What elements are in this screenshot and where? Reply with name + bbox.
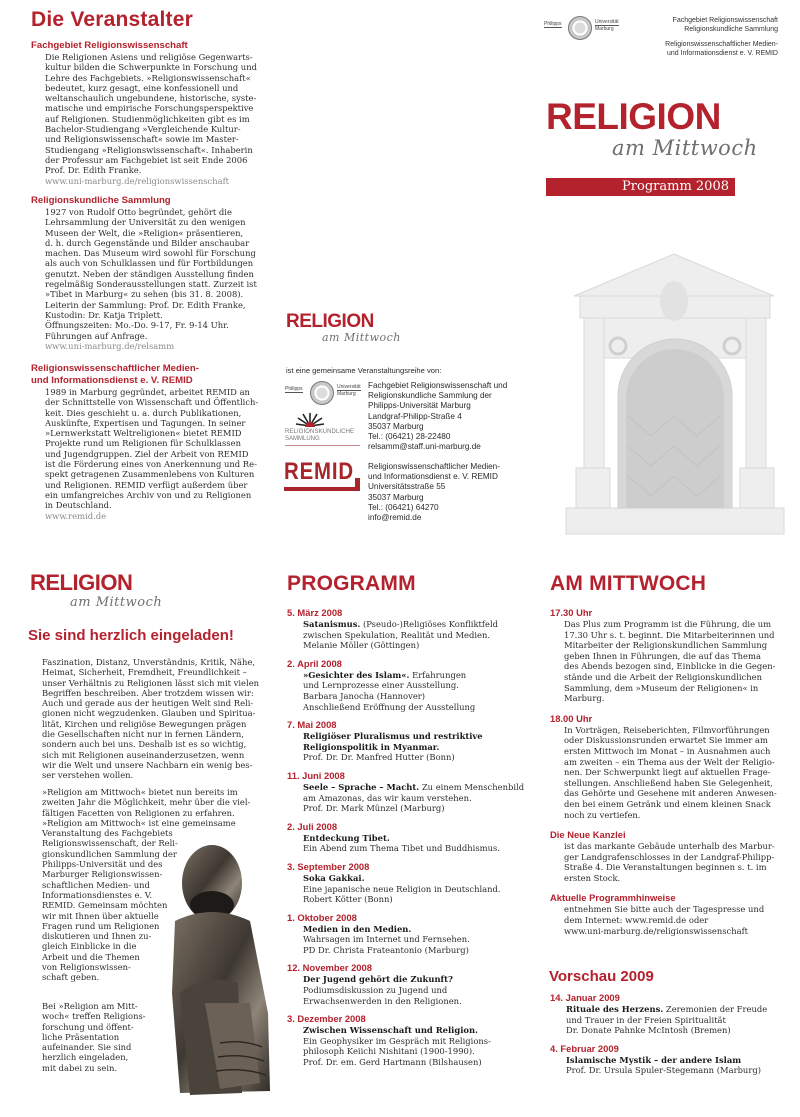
event-title: Medien in den Medien.	[303, 923, 412, 934]
info-section	[550, 713, 795, 820]
text-line: des Abends bezogen sind, Einblicke in die Gegen-	[564, 661, 776, 672]
text-line: Das Plus zum Programm ist die Führung, die um	[564, 619, 772, 629]
text-line: Mitarbeiter der Religionskundlichen Sammlung	[564, 640, 768, 651]
text-line: Sammlung, dem »Museum der Religionen« in	[564, 682, 759, 693]
text-line: Straße 4. Die Veranstaltungen beginnen s. t. im	[564, 862, 767, 873]
religion-logo-text: RELIGION	[286, 311, 374, 332]
text-line: Philipps-Universität und des	[42, 859, 163, 870]
text-line: Projekte rund um Religionen für Schulklassen	[45, 438, 241, 449]
sammlung-logo-text: RELIGIONSKUNDLICHE	[285, 429, 355, 435]
university-seal-icon	[568, 16, 592, 40]
text-line: Prof. Dr. Edith Franke.	[45, 165, 142, 176]
text-line: Die Religionen Asiens und religiöse Gegenwarts-	[45, 52, 253, 62]
text-line: ser verstehen wollen.	[42, 770, 134, 781]
text-line: noch zu vertiefen.	[564, 809, 641, 820]
event-detail: philosoph Keiichi Nishitani (1900-1990).	[303, 1046, 475, 1057]
text-line: Religionskundliche Sammlung der	[368, 391, 492, 401]
text-line: und Jugendgruppen. Ziel der Arbeit von REMID	[45, 448, 249, 459]
sunburst-icon	[295, 412, 325, 428]
org-url-link[interactable]: www.uni-marburg.de/religionswissenschaft	[45, 175, 230, 186]
text-line: Leiterin der Sammlung: Prof. Dr. Edith Franke,	[45, 299, 246, 310]
text-line: Landgraf-Philipp-Straße 4	[368, 411, 462, 421]
text-line: ersten Mittwoch im Monat – in Ausnahmen auch	[564, 745, 771, 756]
text-line: relsamm@staff.uni-marburg.de	[368, 442, 481, 452]
event-date: 4. Februar 2009	[550, 1042, 619, 1054]
event-title-line	[550, 1004, 795, 1015]
info-section-heading: Die Neue Kanzlei	[550, 829, 626, 841]
text-line: ger Landgrafenschlosses in der Landgraf-Philipp-	[564, 851, 775, 862]
event-title-line	[287, 974, 537, 985]
text-line: und Religionen. REMID verfügt außerdem über	[45, 479, 248, 490]
event-detail: und Trauer in der Freien Spiritualität	[566, 1014, 726, 1025]
org-heading-line2: und Informationsdienst e. V. REMID	[31, 375, 193, 386]
text-line: diskutieren und Ihnen zu-	[42, 931, 152, 942]
event-date: 2. Juli 2008	[287, 820, 338, 832]
text-line: auf Religionen. Studienmöglichkeiten gibt es im	[45, 113, 250, 124]
text-line: von Religionswissen-	[42, 962, 131, 973]
text-line: d. h. durch Gegenstände und Bilder anschaubar	[45, 237, 250, 248]
text-line: weltanschaulich ungebundene, historische, syste-	[45, 93, 257, 104]
event-title: Islamische Mystik – der andere Islam	[566, 1054, 742, 1065]
am-mittwoch-script: am Mittwoch	[70, 595, 163, 610]
sammlung-logo-text-2: SAMMLUNG	[285, 436, 320, 442]
event-detail: Wahrsagen im Internet und Fernsehen.	[303, 934, 470, 945]
text-line: dem Internet: www.remid.de oder	[564, 915, 709, 926]
event-title-line	[550, 1055, 795, 1066]
event-title: Zwischen Wissenschaft und Religion.	[303, 1025, 478, 1036]
text-line: Tel.: (06421) 28-22480	[368, 432, 451, 442]
event-title: Der Jugend gehört die Zukunft?	[303, 974, 453, 985]
event-detail: Prof. Dr. Mark Münzel (Marburg)	[303, 803, 445, 814]
text-line: Führungen auf Anfrage.	[45, 330, 148, 341]
event-detail: PD Dr. Christa Frateantonio (Marburg)	[303, 944, 469, 955]
vorschau-title: Vorschau 2009	[549, 968, 654, 985]
text-line: »Religion am Mittwoch« ist eine gemeinsame	[42, 817, 236, 828]
am-mittwoch-title: AM MITTWOCH	[550, 572, 707, 595]
uni-logo-right-text: Universität	[337, 384, 361, 390]
event-detail: Barbara Janocha (Hannover)	[303, 690, 426, 701]
text-line: In Vorträgen, Reiseberichten, Filmvorführungen	[564, 724, 770, 735]
text-line: Bachelor-Studiengang »Vergleichende Kultur-	[45, 124, 241, 135]
event-date: 5. März 2008	[287, 607, 343, 618]
einladung-logo	[30, 572, 162, 609]
monk-statue-image	[150, 843, 280, 1105]
event-title: Rituale des Herzens.	[566, 1004, 664, 1014]
text-line: nen. Der Schwerpunkt liegt auf aktuellen Frage-	[564, 767, 771, 778]
event-item	[550, 1043, 795, 1076]
text-line: Tel.: (06421) 64270	[368, 502, 439, 512]
event-detail: Ein Abend zum Thema Tibet und Buddhismus.	[303, 843, 500, 854]
einladung-heading: Sie sind herzlich eingeladen!	[28, 627, 234, 644]
remid-logo	[284, 458, 364, 492]
event-title-line	[287, 670, 537, 681]
text-line: spekt getragenen Zusammenlebens von Kulturen	[45, 469, 255, 480]
text-line: www.uni-marburg.de/religionswissenschaft	[564, 925, 749, 936]
text-line: schaftlichen Medien- und	[42, 879, 150, 890]
programm-2008-banner: Programm 2008	[546, 178, 735, 196]
text-line: »Lernwerkstatt Weltreligionen« bietet REMID	[45, 428, 242, 439]
text-line: mit dabei zu sein.	[42, 1062, 118, 1073]
event-item	[287, 861, 537, 905]
event-title-line-2	[287, 742, 537, 753]
text-line: Religionswissenschaft, der Reli-	[42, 838, 178, 849]
org-body	[31, 52, 271, 176]
text-line: der Schnittstelle von Wissenschaft und Öffentlich-	[45, 397, 259, 408]
text-line: Studiengang »Religionswissenschaft«. Inhaberin	[45, 144, 253, 155]
text-line: am zweiten – ein Thema aus der Welt der Religio-	[564, 756, 775, 767]
text-line: Universitätsstraße 55	[368, 482, 446, 492]
event-title-line	[287, 1025, 537, 1036]
event-title: Seele – Sprache – Macht.	[303, 781, 420, 792]
text-line: fältigen Facetten von Religionen zu erfahren.	[42, 807, 235, 818]
event-date: 14. Januar 2009	[550, 992, 620, 1003]
text-line: genutzt. Neben der ständigen Ausstellung finden	[45, 268, 254, 279]
event-detail: Prof. Dr. em. Gerd Hartmann (Bilshausen)	[303, 1057, 482, 1068]
cover-uni-logo	[544, 16, 622, 42]
text-line: Fachgebiet Religionswissenschaft und	[368, 381, 508, 390]
text-line: »Religion am Mittwoch« bietet nun bereits im	[42, 787, 238, 797]
text-line: Museen der Welt, die »Religion« präsentieren,	[45, 227, 244, 238]
text-line: zweiten Jahr die Möglichkeit, mehr über die viel-	[42, 797, 251, 808]
org-body	[31, 387, 276, 511]
event-title-line	[287, 873, 537, 884]
text-line: keit. Dies geschieht u. a. durch Publikationen,	[45, 407, 242, 418]
text-line: sondern auch bei uns. Deshalb ist es so wichtig,	[42, 739, 247, 750]
intro-line: ist eine gemeinsame Veranstaltungsreihe von:	[286, 366, 442, 375]
event-title-line	[287, 833, 537, 844]
event-title-line	[287, 731, 537, 742]
org-body	[31, 207, 271, 341]
org-heading: Religionskundliche Sammlung	[31, 195, 171, 206]
text-line: und Informationsdienst e. V. REMID	[368, 472, 498, 482]
text-line: gionskundlichen Sammlung der	[42, 848, 177, 859]
text-line: aufeinander. Sie sind	[42, 1042, 132, 1053]
remid-bar-vertical	[355, 478, 360, 491]
event-subtitle: Zeremonien der Freude	[663, 1004, 768, 1014]
text-line: Veranstaltung des Fachgebiets	[42, 828, 173, 839]
sammlung-underline	[285, 445, 360, 446]
info-section-heading: 18.00 Uhr	[550, 712, 593, 724]
text-line: Marburg.	[564, 693, 605, 704]
text-line: ein umfangreiches Archiv von und zu Religionen	[45, 489, 252, 500]
uni-logo-left-text: Philipps	[285, 386, 303, 392]
text-line: den bei einem Getränk und einem kleinen Snack	[564, 798, 771, 809]
cover-subtitle-script: am Mittwoch	[612, 136, 758, 160]
event-date: 1. Oktober 2008	[287, 911, 357, 923]
event-item	[287, 770, 537, 814]
text-line: entnehmen Sie bitte auch der Tagespresse und	[564, 904, 765, 915]
text-line: Religionswissenschaftlicher Medien-	[368, 462, 500, 471]
uni-logo-left-text: Philipps	[544, 21, 562, 27]
text-line: matische und empirische Forschungsperspektive	[45, 103, 254, 114]
event-item	[550, 992, 795, 1036]
uni-logo-right-text: Universität	[595, 19, 619, 25]
text-line: gleich Einblicke in die	[42, 941, 137, 952]
event-detail: Robert Kötter (Bonn)	[303, 894, 393, 905]
event-detail: Anschließend Eröffnung der Ausstellung	[303, 701, 476, 712]
text-line: Auch und gerade aus der heutigen Welt sind Reli-	[42, 698, 254, 709]
text-line: stellungen. Anschließend haben Sie Gelegenheit,	[564, 777, 773, 788]
text-line: Arbeit und die Themen	[42, 951, 140, 962]
text-line: Philipps-Universität Marburg	[368, 401, 471, 411]
text-line: 1989 in Marburg gegründet, arbeitet REMID an	[45, 387, 250, 397]
uni-marburg-logo	[285, 381, 361, 407]
text-line: 35037 Marburg	[368, 492, 424, 502]
event-date: 2. April 2008	[287, 657, 342, 669]
text-line: Auskünfte, Expertisen und Tagungen. In seiner	[45, 417, 246, 428]
cover-org-line: Religionswissenschaftlicher Medien-	[665, 41, 778, 48]
text-line: Begriffen beschreiben. Aber trotzdem wissen wir:	[42, 687, 254, 698]
info-section	[550, 892, 795, 936]
event-detail: Dr. Donate Pahnke McIntosh (Bremen)	[566, 1025, 731, 1036]
event-date: 12. November 2008	[287, 962, 372, 974]
org-sammlung	[31, 195, 271, 351]
text-line: Heimat, Sicherheit, Fremdheit, Freundlichkeit –	[42, 667, 247, 678]
text-line: in Deutschland.	[45, 500, 112, 511]
remid-logo-text: REMID	[284, 458, 354, 485]
text-line: sich mit Religionen auseinanderzusetzen, wenn	[42, 749, 245, 760]
text-line: Lehrsammlung der Universität zu den wenigen	[45, 217, 246, 228]
uni-logo-right-text-2: Marburg	[595, 26, 614, 32]
event-subtitle: Erfahrungen	[409, 669, 467, 680]
cover-org-list	[665, 16, 778, 58]
text-line: ist die Förderung eines von Anerkennung und Re-	[45, 459, 257, 470]
text-line: Fragen rund um Religionen	[42, 920, 160, 931]
einladung-paragraph-1	[42, 657, 282, 781]
cover-org-line: Fachgebiet Religionswissenschaft	[672, 17, 778, 24]
text-line: REMID. Gemeinsam möchten	[42, 900, 168, 911]
programm-event-list	[287, 607, 537, 1075]
event-title: Satanismus.	[303, 619, 361, 629]
am-mittwoch-script: am Mittwoch	[322, 331, 401, 344]
info-section-heading: Aktuelle Programmhinweise	[550, 892, 676, 904]
event-detail: Podiumsdiskussion zu Jugend und	[303, 985, 448, 996]
event-title: »Gesichter des Islam«.	[303, 669, 410, 680]
event-detail: Melanie Möller (Göttingen)	[303, 640, 420, 651]
uni-logo-right-text-2: Marburg	[337, 391, 356, 397]
info-section	[550, 829, 795, 883]
contact-fachgebiet	[368, 381, 507, 452]
event-subtitle: (Pseudo-)Religiöses Konfliktfeld	[360, 619, 499, 629]
remid-bar	[284, 487, 360, 491]
event-detail: Erwachsenwerden in den Religionen.	[303, 995, 462, 1006]
text-line: kultur bilden die Schwerpunkte in Forschung und	[45, 62, 257, 73]
org-remid	[31, 363, 276, 521]
text-line: unser Verhältnis zu Religionen lässt sich mit vielen	[42, 677, 260, 688]
event-title: Entdeckung Tibet.	[303, 832, 390, 843]
event-date: 3. September 2008	[287, 860, 370, 872]
text-line: forschung und öffent-	[42, 1021, 134, 1032]
info-section	[550, 607, 795, 704]
org-fachgebiet	[31, 40, 271, 186]
veranstalter-title: Die Veranstalter	[31, 8, 193, 31]
text-line: schaft geben.	[42, 972, 100, 983]
event-detail: Prof. Dr. Ursula Spuler-Stegemann (Marburg)	[566, 1065, 761, 1076]
event-detail: und Lernprozesse einer Ausstellung.	[303, 680, 459, 691]
text-line: wir die Welt und unsere Nachbarn ein wenig bes-	[42, 759, 253, 770]
event-title-2: Religionspolitik in Myanmar.	[303, 741, 440, 752]
middle-logo	[286, 312, 401, 343]
event-item	[287, 607, 537, 651]
programm-title: PROGRAMM	[287, 572, 416, 595]
event-title: Religiöser Pluralismus und restriktive	[303, 731, 483, 742]
text-line: Marburger Religionswissen-	[42, 869, 163, 880]
text-line: Lehre des Fachgebiets. »Religionswissenschaft«	[45, 72, 251, 83]
text-line: als auch von Schulklassen und für Fortbildungen	[45, 258, 254, 269]
event-detail: am Amazonas, das wir kaum verstehen.	[303, 792, 472, 803]
text-line: herzlich eingeladen,	[42, 1052, 129, 1063]
event-detail: Ein Geophysiker im Gespräch mit Religions-	[303, 1035, 491, 1046]
org-heading: Religionswissenschaftlicher Medien-	[31, 363, 199, 374]
text-line: info@remid.de	[368, 513, 422, 523]
university-seal-icon	[310, 381, 334, 405]
event-item	[287, 912, 537, 956]
info-section-heading: 17.30 Uhr	[550, 607, 593, 618]
text-line: Faszination, Distanz, Unverständnis, Kritik, Nähe,	[42, 657, 255, 667]
am-mittwoch-sections	[550, 607, 795, 945]
cover-title: RELIGION	[546, 96, 721, 137]
text-line: wir mit Ihnen über aktuelle	[42, 910, 159, 921]
contact-remid	[368, 462, 500, 523]
text-line: »Tibet in Marburg« zu sehen (bis 31. 8. 2008).	[45, 289, 244, 300]
text-line: 17.30 Uhr s. t. beginnt. Die Mitarbeiterinnen und	[564, 629, 775, 640]
portal-doorway-image	[556, 246, 794, 536]
text-line: oder Diskussionsrunden erwartet Sie immer am	[564, 735, 768, 746]
religion-logo-text: RELIGION	[30, 570, 133, 595]
cover-org-line: Religionskundliche Sammlung	[684, 26, 778, 33]
text-line: gionen nicht wegzudenken. Glauben und Spiritua-	[42, 708, 256, 719]
event-item	[287, 1013, 537, 1067]
org-heading: Fachgebiet Religionswissenschaft	[31, 40, 188, 51]
cover-org-line: und Informationsdienst e. V. REMID	[666, 50, 778, 57]
text-line: stände und die Arbeit der Religionskundlichen	[564, 671, 762, 682]
org-url-link[interactable]: www.remid.de	[45, 510, 107, 521]
text-line: geben Ihnen in Führungen, die auf das Thema	[564, 650, 761, 661]
event-title-line	[287, 924, 537, 935]
event-title-line	[287, 619, 537, 630]
event-subtitle: Zu einem Menschenbild	[419, 781, 525, 792]
event-detail: zwischen Spekulation, Realität und Medien.	[303, 629, 491, 640]
text-line: das Gehörte und Gesehene mit anderen Anwesen-	[564, 788, 777, 799]
text-line: und Religionswissenschaft« sowie im Master-	[45, 134, 239, 145]
event-detail: Eine japanische neue Religion in Deutschland.	[303, 883, 501, 894]
text-line: regelmäßig Sonderausstellungen statt. Zurzeit ist	[45, 279, 257, 290]
text-line: liche Präsentation	[42, 1031, 120, 1042]
text-line: Kustodin: Dr. Katja Triplett.	[45, 309, 163, 320]
text-line: Öffnungszeiten: Mo.-Do. 9-17, Fr. 9-14 Uhr.	[45, 320, 229, 331]
text-line: 1927 von Rudolf Otto begründet, gehört die	[45, 207, 232, 217]
text-line: die Gesellschaften nicht nur in fernen Ländern,	[42, 729, 244, 740]
org-url-link[interactable]: www.uni-marburg.de/relsamm	[45, 340, 175, 351]
event-detail: Prof. Dr. Dr. Manfred Hutter (Bonn)	[303, 752, 455, 763]
event-title: Soka Gakkai.	[303, 872, 365, 883]
vorschau-event-list	[550, 992, 795, 1083]
event-item	[287, 658, 537, 712]
event-date: 11. Juni 2008	[287, 769, 345, 781]
text-line: Bei »Religion am Mitt-	[42, 1001, 138, 1011]
text-line: 35037 Marburg	[368, 421, 424, 431]
text-line: woch« treffen Religions-	[42, 1011, 146, 1022]
event-title-line	[287, 782, 537, 793]
text-line: Informationsdienstes e. V.	[42, 889, 153, 900]
text-line: ist das markante Gebäude unterhalb des Marbur-	[564, 841, 775, 852]
event-item	[287, 719, 537, 763]
event-date: 7. Mai 2008	[287, 719, 337, 731]
text-line: ersten Stock.	[564, 872, 621, 883]
text-line: bedeutet, kurz gesagt, eine konfessionell und	[45, 82, 239, 93]
event-date: 3. Dezember 2008	[287, 1013, 366, 1025]
event-item	[287, 821, 537, 854]
text-line: lität, Kirchen und religiöse Bewegungen prägen	[42, 718, 247, 729]
sammlung-logo	[285, 412, 363, 448]
text-line: der Professur am Fachgebiet ist seit Ende 2006	[45, 154, 248, 165]
text-line: machen. Das Museum wird sowohl für Forschung	[45, 248, 256, 259]
event-item	[287, 962, 537, 1006]
